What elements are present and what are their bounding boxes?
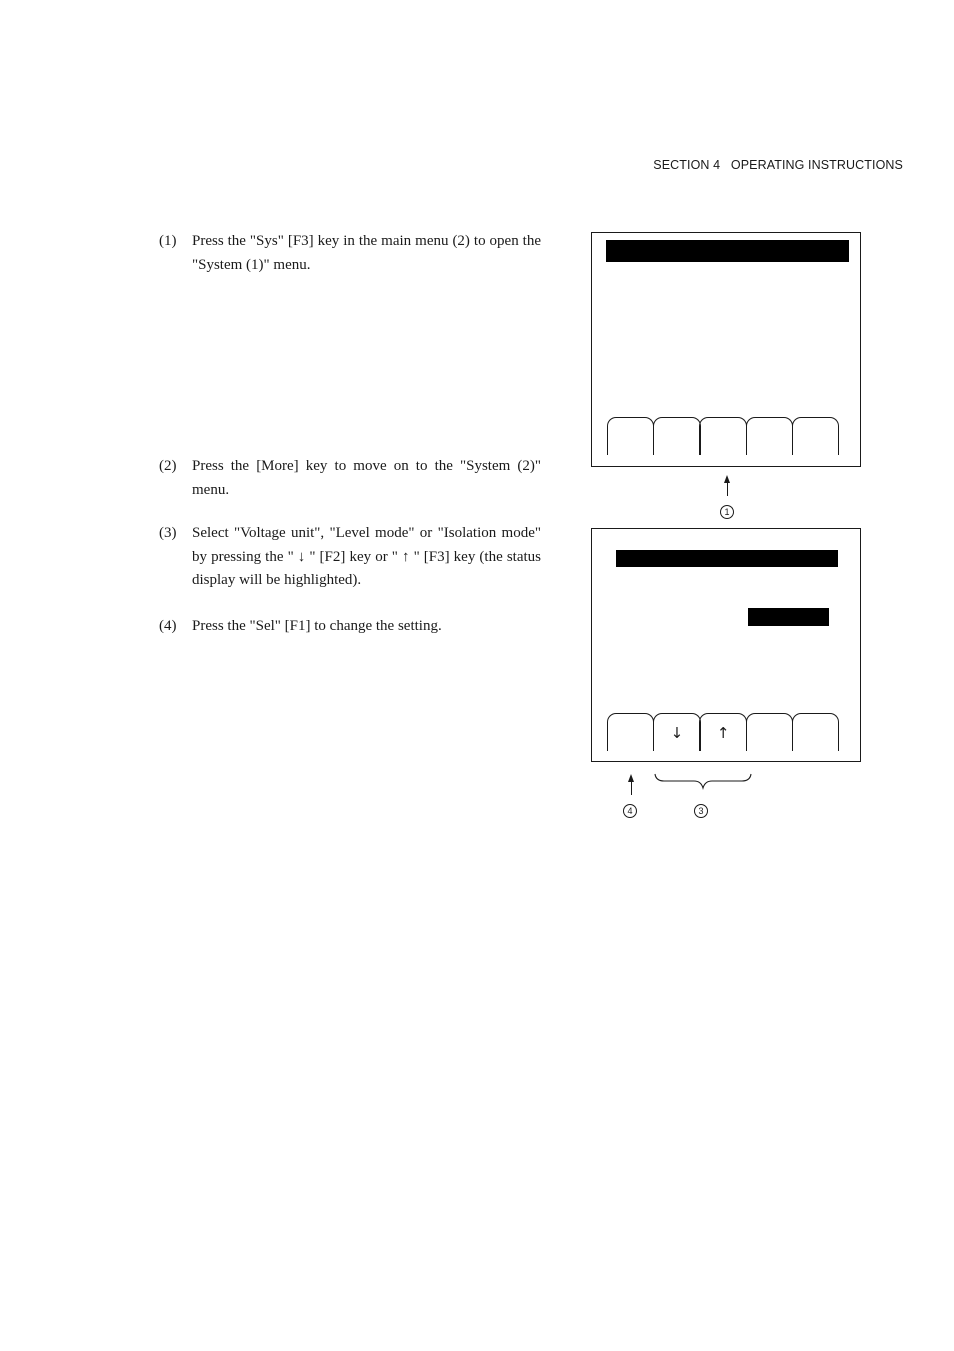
brace-icon <box>652 772 754 792</box>
f1-key[interactable] <box>607 417 654 455</box>
section-title: OPERATING INSTRUCTIONS <box>730 158 903 172</box>
f2-key[interactable] <box>653 713 700 751</box>
step-number: (1) <box>159 233 177 249</box>
arrow-shaft <box>727 482 728 496</box>
function-key-row <box>607 417 838 455</box>
callout-1: 1 <box>720 505 734 519</box>
down-arrow-icon: ↓ <box>670 723 684 742</box>
f5-key[interactable] <box>792 713 839 751</box>
step-text: Press the "Sys" [F3] key in the main menu (2) to open the "System (1)" menu. <box>192 233 541 273</box>
step-1 <box>159 230 541 277</box>
section-number: SECTION 4 <box>653 158 721 172</box>
f4-key[interactable] <box>746 713 793 751</box>
step-number: (3) <box>159 525 177 541</box>
step-text: Select "Voltage unit", "Level mode" or "Isolation mode" by pressing the " ↓ " [F2] key or " ↑ " [F3] key (the status display will be highlighted). <box>192 525 541 588</box>
step-3 <box>159 522 541 593</box>
step-number: (4) <box>159 618 177 634</box>
highlighted-title-bar <box>616 550 838 567</box>
f1-key[interactable] <box>607 713 654 751</box>
callout-4: 4 <box>623 804 637 818</box>
highlighted-title-bar <box>606 240 849 262</box>
highlighted-status-display <box>748 608 829 626</box>
callout-3: 3 <box>694 804 708 818</box>
f3-key[interactable] <box>699 713 746 751</box>
screen-system-1 <box>591 232 861 467</box>
step-text: Press the [More] key to move on to the "System (2)" menu. <box>192 458 541 498</box>
screen-system-2 <box>591 528 861 762</box>
f3-key[interactable] <box>699 417 746 455</box>
arrow-shaft <box>631 781 632 795</box>
f5-key[interactable] <box>792 417 839 455</box>
page-header <box>653 158 903 172</box>
step-4 <box>159 615 541 639</box>
f4-key[interactable] <box>746 417 793 455</box>
f2-key[interactable] <box>653 417 700 455</box>
step-number: (2) <box>159 458 177 474</box>
step-text: Press the "Sel" [F1] to change the setting. <box>192 618 442 634</box>
function-key-row <box>607 713 838 751</box>
up-arrow-icon: ↑ <box>716 723 730 742</box>
step-2 <box>159 455 541 502</box>
